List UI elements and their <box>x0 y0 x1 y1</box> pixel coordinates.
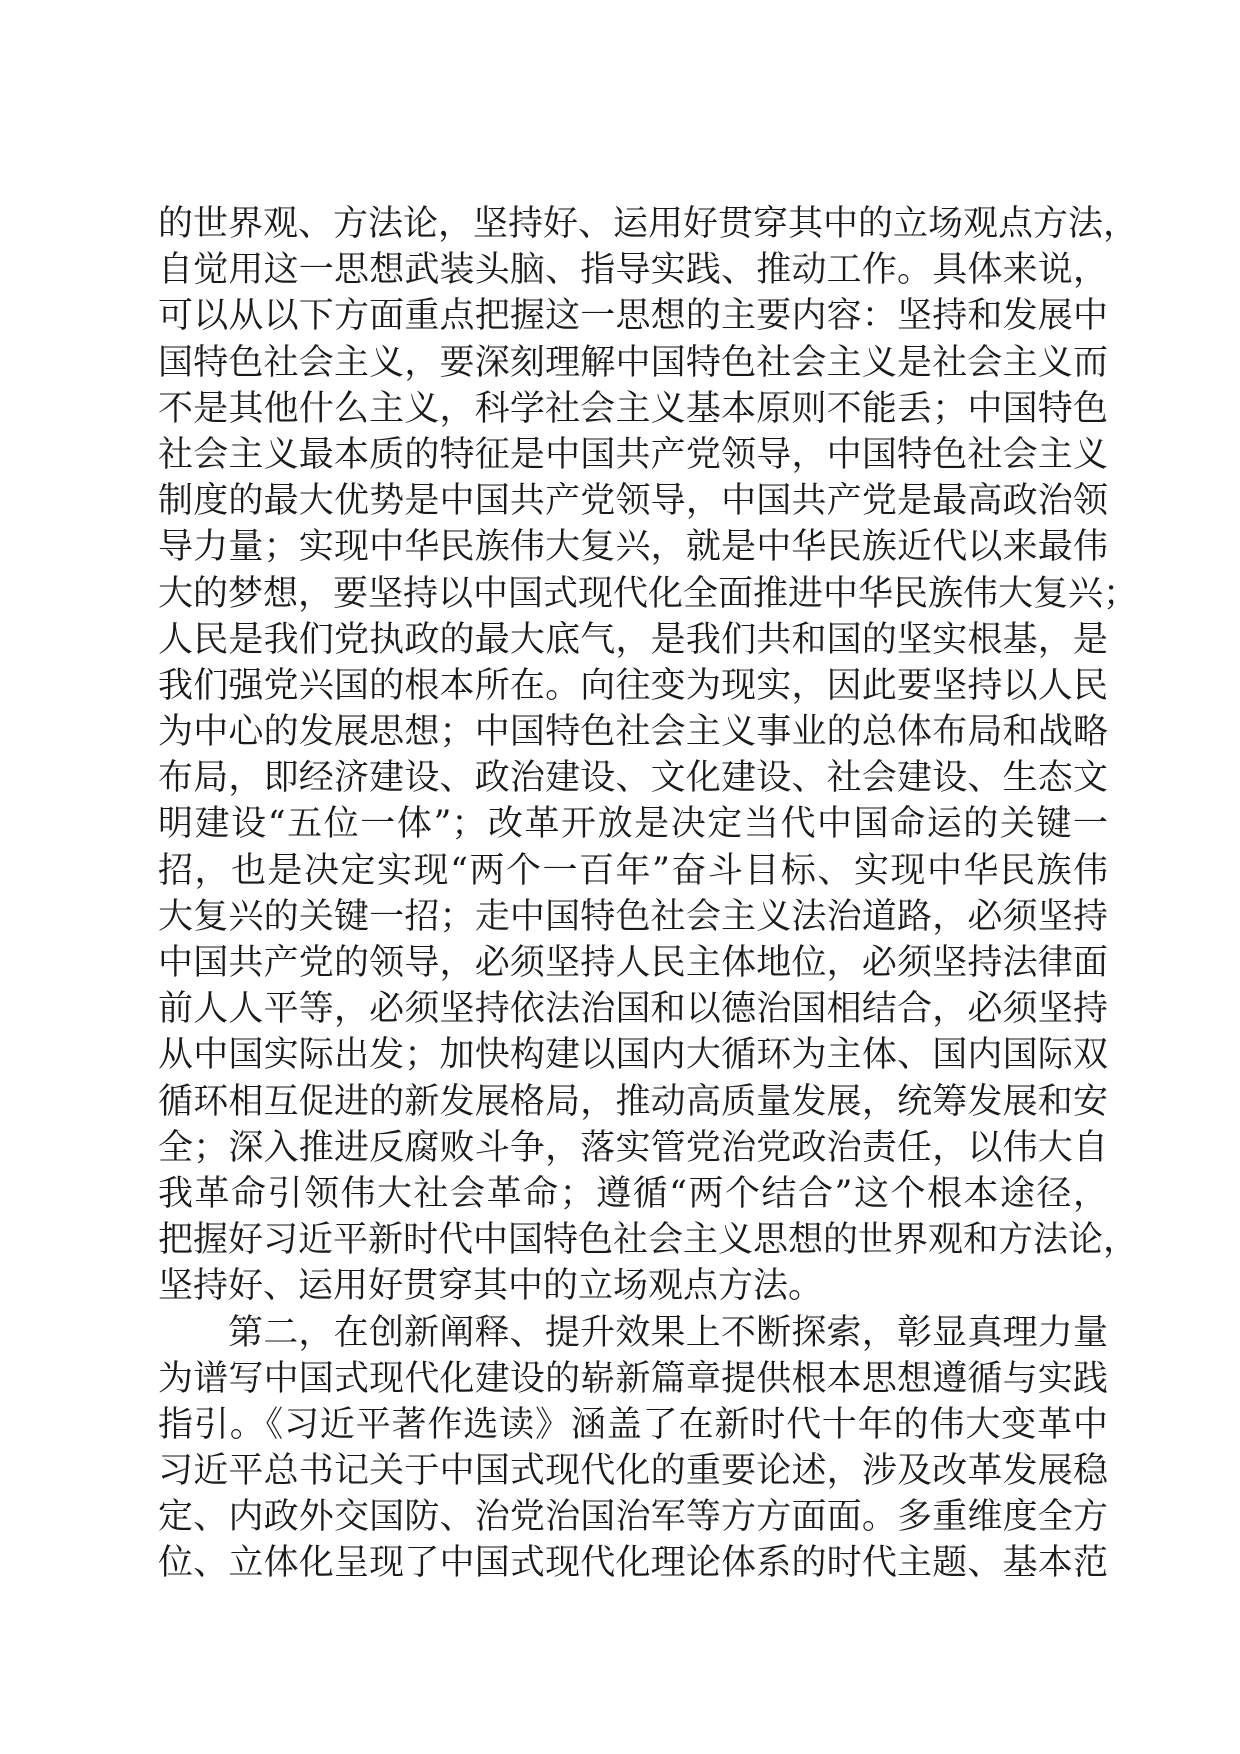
text-line: 人民是我们党执政的最大底气，是我们共和国的坚实根基，是 <box>158 619 1108 660</box>
paragraph-1 <box>158 201 1139 1310</box>
text-line: 位、立体化呈现了中国式现代化理论体系的时代主题、基本范 <box>158 1543 1108 1584</box>
text-line: 坚持好、运用好贯穿其中的立场观点方法。 <box>158 1266 824 1307</box>
text-line: 为谱写中国式现代化建设的崭新篇章提供根本思想遵循与实践 <box>158 1358 1108 1399</box>
text-line: 不是其他什么主义，科学社会主义基本原则不能丢；中国特色 <box>158 388 1108 429</box>
text-line: 国特色社会主义，要深刻理解中国特色社会主义是社会主义而 <box>158 342 1108 383</box>
text-line: 布局，即经济建设、政治建设、文化建设、社会建设、生态文 <box>158 758 1108 799</box>
text-line: 中国共产党的领导，必须坚持人民主体地位，必须坚持法律面 <box>158 943 1108 983</box>
text-line: 我们强党兴国的根本所在。向往变为现实，因此要坚持以人民 <box>158 665 1108 706</box>
body-text <box>158 201 1139 1587</box>
text-line: 定、内政外交国防、治党治国治军等方方面面。多重维度全方 <box>158 1497 1108 1538</box>
text-line: 为中心的发展思想；中国特色社会主义事业的总体布局和战略 <box>158 712 1108 753</box>
paragraph-2 <box>158 1310 1108 1587</box>
text-line: 循环相互促进的新发展格局，推动高质量发展，统筹发展和安 <box>158 1081 1108 1122</box>
text-line: 自觉用这一思想武装头脑、指导实践、推动工作。具体来说， <box>158 250 1108 291</box>
text-line: 从中国实际出发；加快构建以国内大循环为主体、国内国际双 <box>158 1035 1108 1076</box>
text-line: 社会主义最本质的特征是中国共产党领导，中国特色社会主义 <box>158 434 1108 475</box>
text-line: 习近平总书记关于中国式现代化的重要论述，涉及改革发展稳 <box>158 1451 1108 1492</box>
text-line: 制度的最大优势是中国共产党领导，中国共产党是最高政治领 <box>158 481 1108 522</box>
text-line: 导力量；实现中华民族伟大复兴，就是中华民族近代以来最伟 <box>158 527 1108 568</box>
text-line: 把握好习近平新时代中国特色社会主义思想的世界观和方法论， <box>158 1220 1139 1261</box>
text-line: 可以从以下方面重点把握这一思想的主要内容：坚持和发展中 <box>158 296 1108 337</box>
text-line: 我革命引领伟大社会革命；遵循“两个结合”这个根本途径， <box>158 1173 1108 1214</box>
text-line: 的世界观、方法论，坚持好、运用好贯穿其中的立场观点方法， <box>158 204 1139 244</box>
text-line: 大复兴的关键一招；走中国特色社会主义法治道路，必须坚持 <box>158 896 1108 937</box>
text-line: 第二，在创新阐释、提升效果上不断探索，彰显真理力量 <box>228 1312 1108 1353</box>
text-line: 全；深入推进反腐败斗争，落实管党治党政治责任，以伟大自 <box>158 1127 1108 1168</box>
text-line: 指引。《习近平著作选读》涵盖了在新时代十年的伟大变革中 <box>158 1404 1108 1445</box>
text-line: 前人人平等，必须坚持依法治国和以德治国相结合，必须坚持 <box>158 989 1108 1030</box>
text-line: 大的梦想，要坚持以中国式现代化全面推进中华民族伟大复兴； <box>158 573 1139 614</box>
text-line: 招，也是决定实现“两个一百年”奋斗目标、实现中华民族伟 <box>158 850 1108 891</box>
text-line: 明建设“五位一体”；改革开放是决定当代中国命运的关键一 <box>158 804 1108 845</box>
